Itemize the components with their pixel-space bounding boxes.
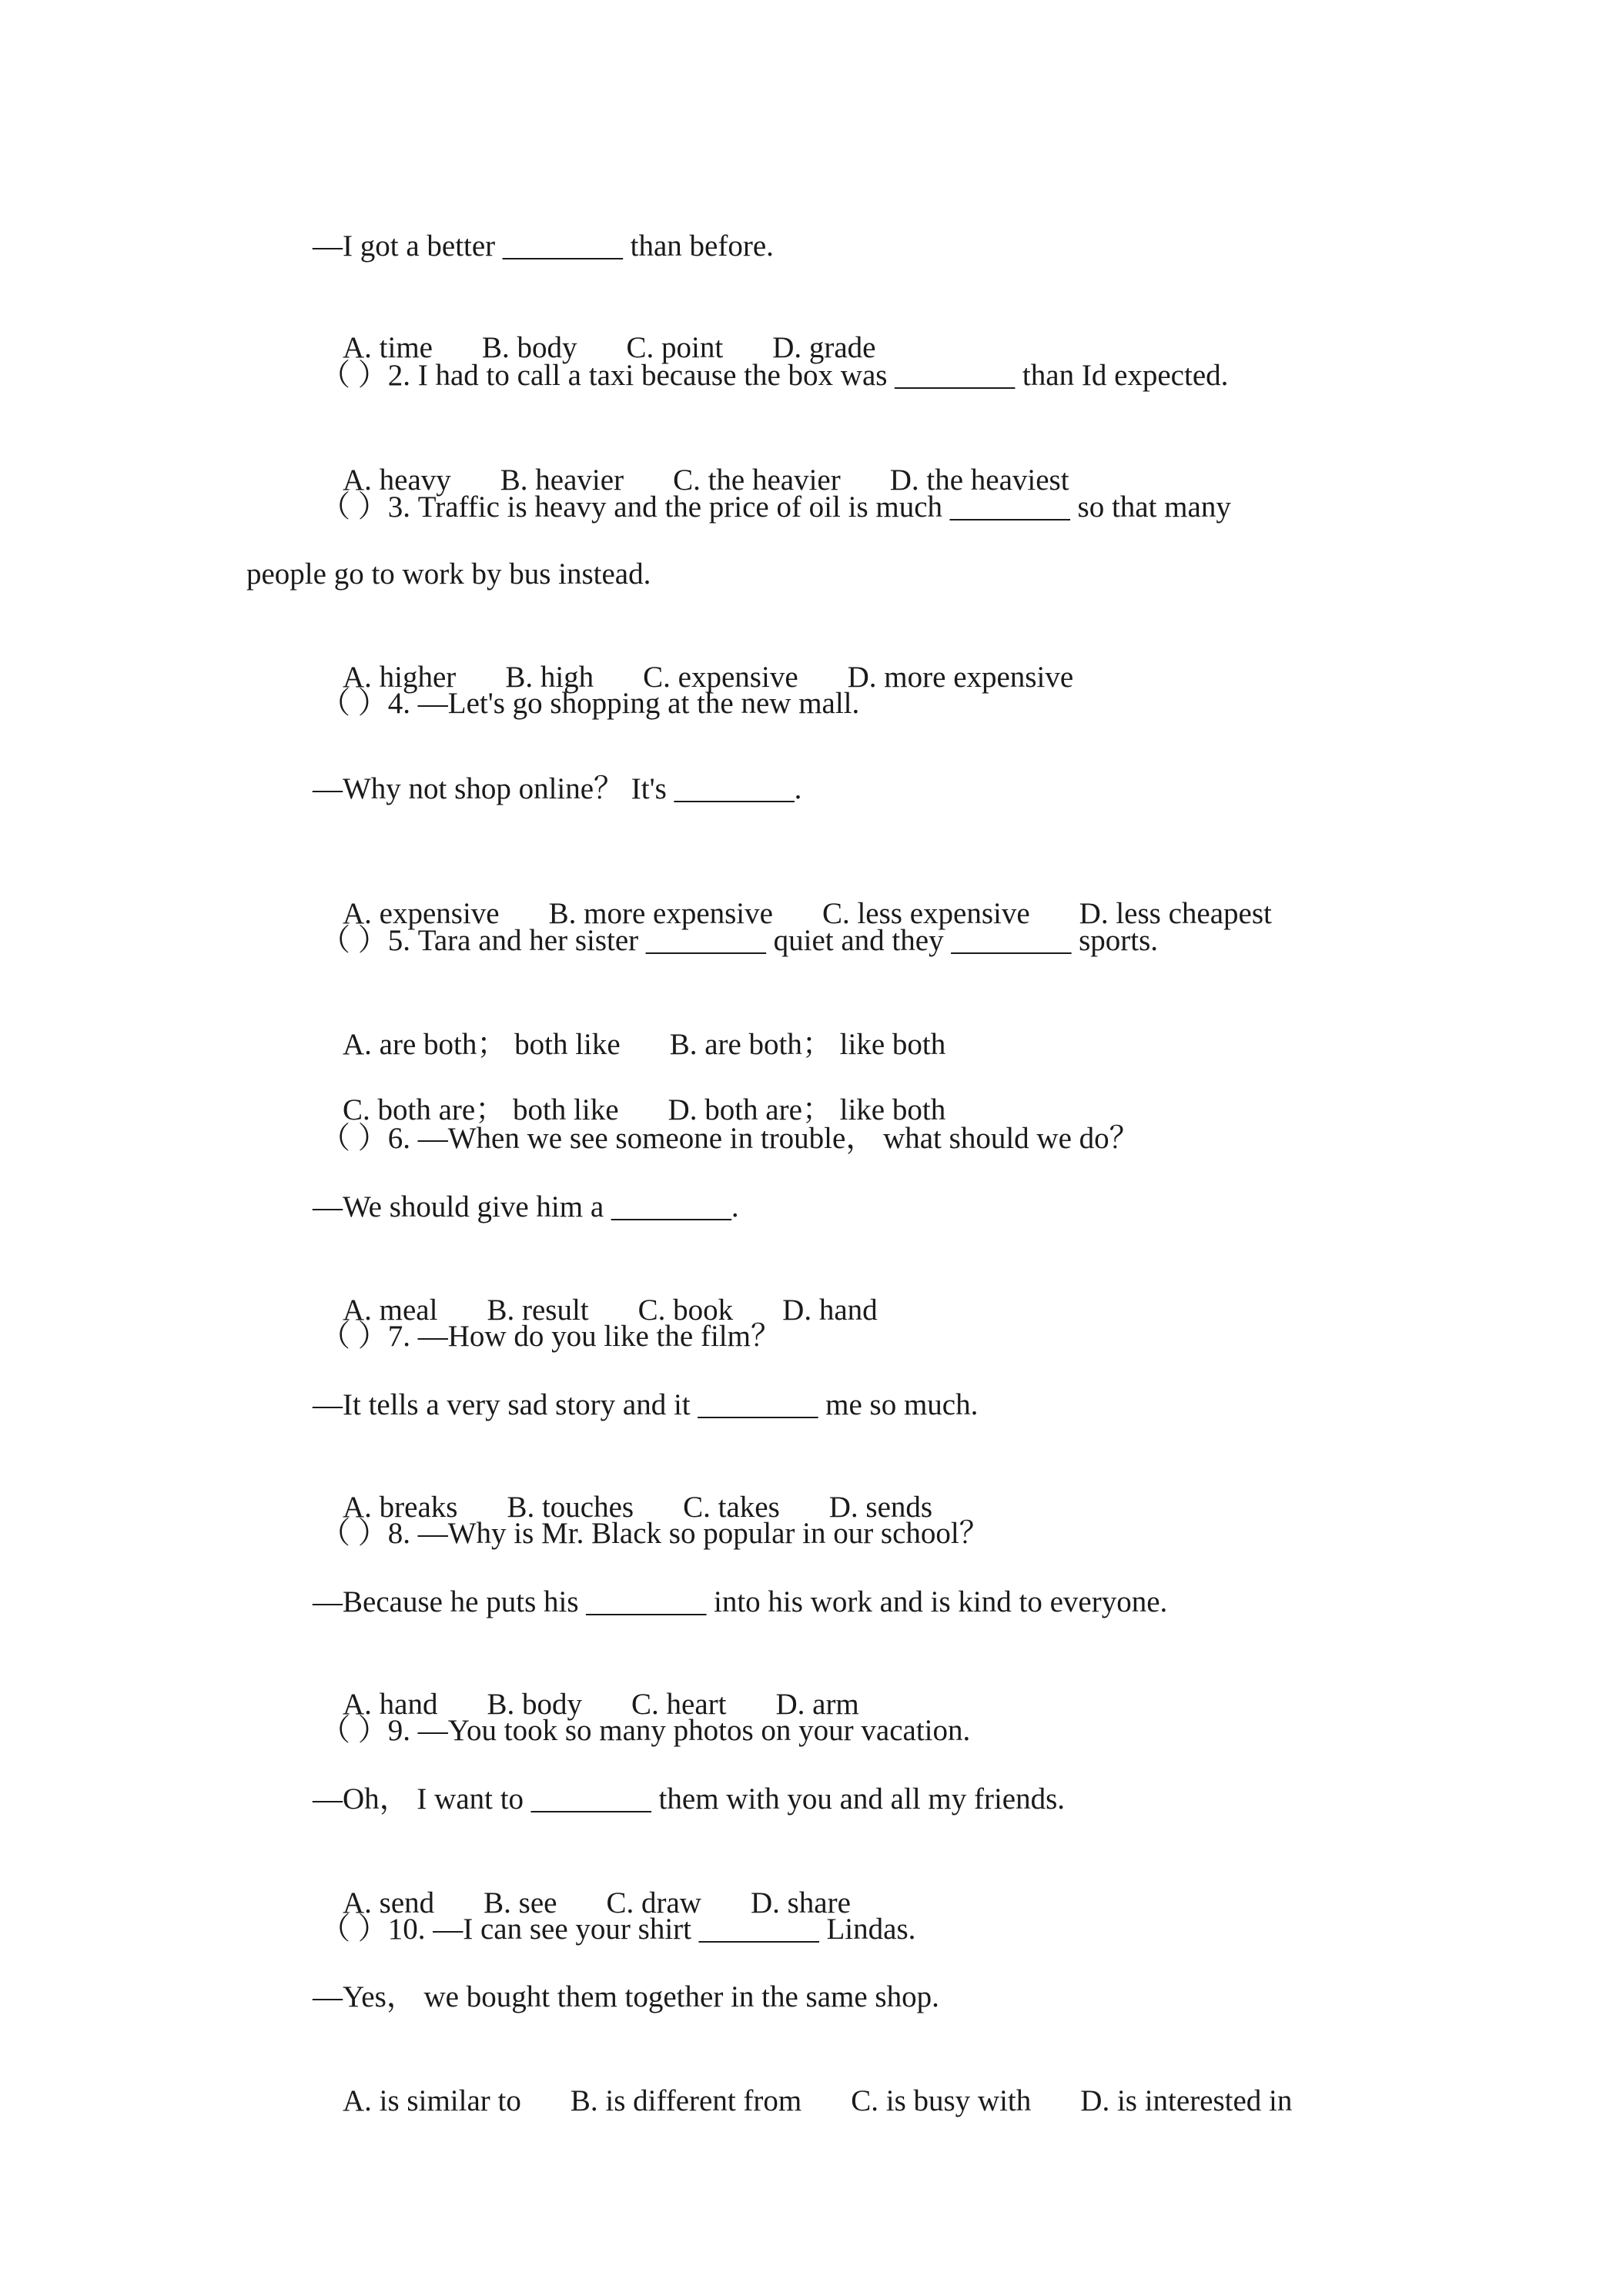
option-b: B. result	[487, 1294, 589, 1327]
question-4: （ ）4. —Let's go shopping at the new mall.	[320, 687, 860, 720]
option-d: D. grade	[772, 331, 876, 364]
option-c: C. draw	[606, 1886, 701, 1919]
option-c: C. takes	[683, 1491, 780, 1524]
option-c: C. point	[626, 331, 724, 364]
question-8-reply: —Because he puts his ________ into his work and is kind to everyone.	[313, 1585, 1168, 1618]
option-b: B. high	[505, 661, 594, 694]
option-c: C. both are； both like	[343, 1093, 619, 1126]
option-b: B. is different from	[570, 2084, 802, 2117]
question-5: （ ）5. Tara and her sister ________ quiet and they ________ sports.	[320, 924, 1159, 957]
question-7: （ ）7. —How do you like the film？	[320, 1320, 781, 1353]
option-b: B. body	[481, 331, 577, 364]
option-d: D. share	[750, 1886, 851, 1919]
question-8: （ ）8. —Why is Mr. Black so popular in our school？	[320, 1517, 989, 1550]
question-10-reply: —Yes， we bought them together in the same shop.	[313, 1980, 939, 2013]
option-b: B. body	[487, 1688, 582, 1721]
question-4-reply: —Why not shop online？ It's ________.	[313, 772, 802, 805]
option-a: A. meal	[343, 1294, 438, 1327]
option-b: B. see	[484, 1886, 557, 1919]
option-d: D. hand	[782, 1294, 878, 1327]
question-10: （ ）10. —I can see your shirt ________ Lindas.	[320, 1913, 916, 1946]
option-a: A. higher	[343, 661, 457, 694]
question-9-reply: —Oh， I want to ________ them with you and all my friends.	[313, 1782, 1066, 1816]
option-b: B. are both； like both	[669, 1028, 946, 1061]
question-6-reply: —We should give him a ________.	[313, 1190, 739, 1223]
option-c: C. the heavier	[673, 464, 841, 497]
question-3-continued: people go to work by bus instead.	[246, 557, 651, 591]
option-d: D. more expensive	[847, 661, 1074, 694]
option-b: B. touches	[507, 1491, 634, 1524]
option-c: C. expensive	[643, 661, 798, 694]
option-c: C. less expensive	[822, 897, 1030, 930]
option-a: A. are both； both like	[343, 1028, 621, 1061]
option-a: A. heavy	[343, 464, 451, 497]
option-d: D. arm	[775, 1688, 859, 1721]
option-d: D. is interested in	[1080, 2084, 1293, 2117]
question-2: （ ）2. I had to call a taxi because the box was ________ than Id expected.	[320, 359, 1229, 392]
option-c: C. is busy with	[851, 2084, 1032, 2117]
option-d: D. both are； like both	[668, 1093, 946, 1126]
option-c: C. book	[637, 1294, 734, 1327]
question-3: （ ）3. Traffic is heavy and the price of oil is much ________ so that many	[320, 490, 1231, 524]
option-d: D. less cheapest	[1079, 897, 1272, 930]
option-a: A. send	[343, 1886, 435, 1919]
option-d: D. the heaviest	[889, 464, 1069, 497]
option-b: B. heavier	[500, 464, 624, 497]
option-a: A. expensive	[343, 897, 500, 930]
option-a: A. is similar to	[343, 2084, 521, 2117]
option-a: A. hand	[343, 1688, 438, 1721]
option-a: A. breaks	[343, 1491, 458, 1524]
option-a: A. time	[343, 331, 433, 364]
question-6: （ ）6. —When we see someone in trouble， what should we do？	[320, 1122, 1139, 1155]
question-1-answer-line: —I got a better ________ than before.	[313, 229, 774, 263]
question-7-reply: —It tells a very sad story and it ________ me so much.	[313, 1388, 979, 1421]
question-10-options	[313, 2046, 1292, 2157]
option-c: C. heart	[631, 1688, 727, 1721]
option-d: D. sends	[828, 1491, 933, 1524]
question-9: （ ）9. —You took so many photos on your vacation.	[320, 1714, 971, 1747]
option-b: B. more expensive	[548, 897, 773, 930]
